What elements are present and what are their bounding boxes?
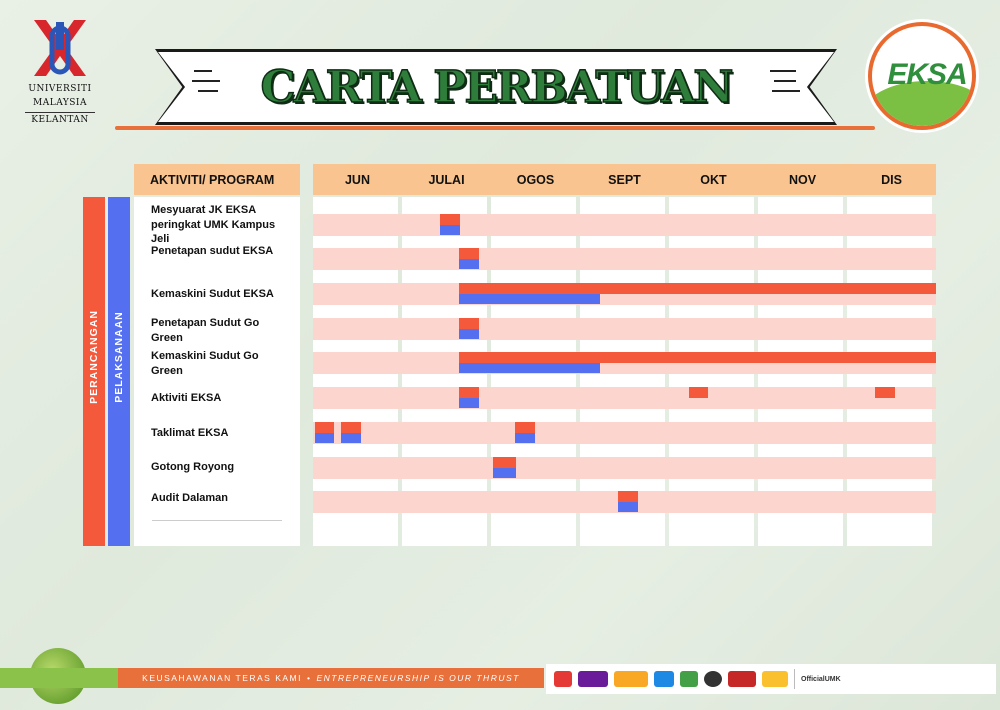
pelaksanaan-mark (341, 433, 361, 443)
perancangan-mark (459, 318, 479, 329)
univ-line2: MALAYSIA (33, 98, 87, 108)
month-header-julai: JULAI (428, 172, 465, 187)
pelaksanaan-mark (459, 398, 479, 408)
partner-logos (546, 664, 996, 694)
perancangan-mark (493, 457, 516, 468)
perancangan-mark (875, 387, 895, 398)
pelaksanaan-bar (108, 197, 130, 546)
social-handle: OfficialUMK (801, 675, 841, 683)
umk-logo (30, 18, 90, 133)
month-header-nov: NOV (788, 172, 817, 187)
perancangan-bar (83, 197, 105, 546)
divider (152, 520, 282, 521)
month-header-sept: SEPT (608, 172, 641, 187)
perancangan-mark (689, 387, 709, 398)
slogan-separator: • (306, 673, 312, 683)
univ-line1: UNIVERSITI (28, 84, 92, 94)
activity-label: Kemaskini Sudut Go Green (151, 350, 259, 377)
partner-logo-icon (554, 671, 572, 687)
perancangan-mark (459, 352, 936, 363)
perancangan-mark (315, 422, 335, 433)
eksa-badge (868, 22, 976, 130)
perancangan-mark (459, 387, 479, 398)
univ-line3: KELANTAN (25, 112, 95, 125)
pelaksanaan-mark (440, 225, 460, 235)
activity-label: Gotong Royong (151, 461, 235, 473)
pelaksanaan-mark (459, 329, 479, 339)
pelaksanaan-mark (459, 363, 600, 373)
activity-label: Aktiviti EKSA (151, 392, 222, 404)
pelaksanaan-mark (459, 294, 600, 304)
activity-label: Penetapan Sudut Go Green (151, 317, 260, 344)
activity-row (313, 214, 936, 236)
activity-row (313, 248, 936, 270)
pelaksanaan-mark (515, 433, 535, 443)
pelaksanaan-mark (315, 433, 335, 443)
pelaksanaan-mark (459, 259, 479, 269)
perancangan-mark (341, 422, 361, 433)
slogan-main: KEUSAHAWANAN TERAS KAMI (142, 673, 302, 683)
month-header-ogos: OGOS (516, 172, 555, 187)
activity-label: Mesyuarat JK EKSA peringkat UMK Kampus Jeli (151, 204, 276, 245)
perancangan-mark (459, 283, 936, 294)
perancangan-label: PERANCANGAN (88, 310, 100, 404)
activity-row (313, 387, 936, 409)
partner-logo-icon (654, 671, 674, 687)
banner-underline (115, 126, 875, 130)
activity-row (313, 422, 936, 444)
perancangan-mark (515, 422, 535, 433)
activity-label: Audit Dalaman (151, 492, 229, 504)
activity-label: Penetapan sudut EKSA (151, 245, 274, 257)
activity-label: Taklimat EKSA (151, 427, 229, 439)
activity-header: AKTIVITI/ PROGRAM (134, 164, 300, 195)
perancangan-mark (459, 248, 479, 259)
month-header-jun: JUN (344, 172, 370, 187)
pelaksanaan-mark (493, 468, 516, 478)
slogan-english: ENTREPRENEURSHIP IS OUR THRUST (316, 673, 520, 683)
perancangan-mark (440, 214, 460, 225)
month-header-dis: DIS (881, 172, 902, 187)
footer-green-strip (0, 668, 118, 688)
partner-logo-icon (762, 671, 788, 687)
pelaksanaan-label: PELAKSANAAN (113, 311, 125, 403)
activity-label: Kemaskini Sudut EKSA (151, 288, 274, 300)
umk-emblem-icon (30, 18, 90, 80)
eksa-badge-text: EKSA (887, 58, 967, 91)
partner-logo-icon (704, 671, 722, 687)
partner-logo-icon (728, 671, 756, 687)
footer-slogan (118, 668, 544, 688)
pelaksanaan-mark (618, 502, 638, 512)
partner-logo-icon (578, 671, 608, 687)
activity-row (313, 318, 936, 340)
activity-row (313, 457, 936, 479)
partner-logo-icon (680, 671, 698, 687)
page-title: CARTA PERBATUAN (260, 61, 732, 113)
month-header-okt: OKT (700, 172, 727, 187)
partner-logo-icon (614, 671, 648, 687)
perancangan-mark (618, 491, 638, 502)
